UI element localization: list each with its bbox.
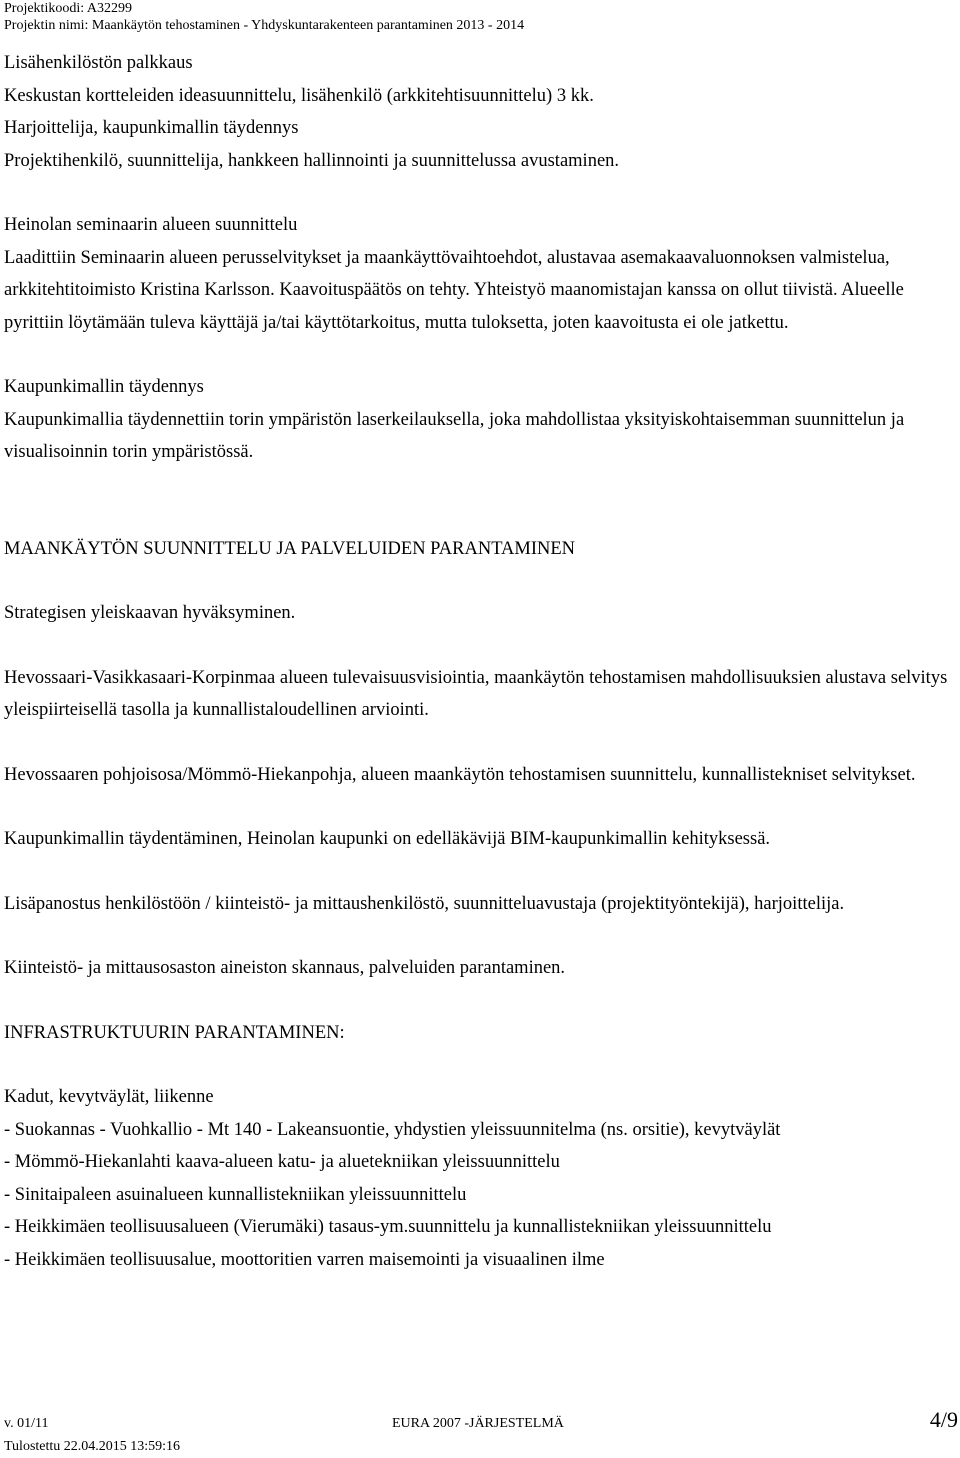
landuse-item: Hevossaaren pohjoisosa/Mömmö-Hiekanpohja, alueen maankäytön tehostamisen suunnittelu, kunnallistekniset selvitykset.: [4, 764, 916, 785]
infra-item: - Mömmö-Hiekanlahti kaava-alueen katu- ja aluetekniikan yleissuunnittelu: [4, 1152, 560, 1172]
infra-item: - Heikkimäen teollisuusalue, moottoritien varren maisemointi ja visuaalinen ilme: [4, 1249, 605, 1270]
landuse-item: Hevossaari-Vasikkasaari-Korpinmaa alueen tulevaisuusvisiointia, maankäytön tehostamisen mahdollisuuksien alustava selvitys yleispiirteisellä tasolla ja kunnallistaloudellinen arviointi.: [4, 667, 948, 720]
citymodel-body: Kaupunkimallia täydennettiin torin ympäristön laserkeilauksella, joka mahdollistaa yksityiskohtaisemman suunnittelun ja visualisoinnin torin ympäristössä.: [4, 409, 905, 462]
landuse-item: Strategisen yleiskaavan hyväksyminen.: [4, 603, 296, 623]
citymodel-title: Kaupunkimallin täydennys: [4, 377, 204, 397]
landuse-item: Kaupunkimallin täydentäminen, Heinolan kaupunki on edelläkävijä BIM-kaupunkimallin kehityksessä.: [4, 829, 771, 849]
infra-item: - Suokannas - Vuohkallio - Mt 140 - Lakeansuontie, yhdystien yleissuunnitelma (ns. orsitie), kevytväylät: [4, 1119, 781, 1140]
landuse-item: Lisäpanostus henkilöstöön / kiinteistö- ja mittaushenkilöstö, suunnitteluavustaja (projektityöntekijä), harjoittelija.: [4, 893, 845, 914]
infra-item: - Heikkimäen teollisuusalueen (Vierumäki) tasaus-ym.suunnittelu ja kunnallistekniikan yleissuunnittelu: [4, 1217, 772, 1237]
footer-system: EURA 2007 -JÄRJESTELMÄ: [392, 1416, 564, 1431]
landuse-item: Kiinteistö- ja mittausosaston aineiston skannaus, palveluiden parantaminen.: [4, 958, 566, 978]
seminar-body: Laadittiin Seminaarin alueen perusselvitykset ja maankäyttövaihtoehdot, alustavaa asemakaavaluonnoksen valmistelua, arkkitehtitoimisto Kristina Karlsson. Kaavoituspäätös on tehty. Yhteistyö maanomistajan kanssa on ollut tiivistä. Alueelle pyrittiin löytämään tuleva käyttäjä ja/tai käyttötarkoitus, mutta tuloksetta, joten kaavoitusta ei ole jatkettu.: [4, 247, 904, 333]
seminar-title: Heinolan seminaarin alueen suunnittelu: [4, 215, 298, 235]
staff-title: Lisähenkilöstön palkkaus: [4, 53, 193, 73]
staff-line: Projektihenkilö, suunnittelija, hankkeen hallinnointi ja suunnittelussa avustaminen.: [4, 150, 620, 171]
infra-subtitle: Kadut, kevytväylät, liikenne: [4, 1087, 214, 1107]
document-header: [4, 0, 524, 34]
staff-line: Harjoittelija, kaupunkimallin täydennys: [4, 118, 299, 138]
project-code: Projektikoodi: A32299: [4, 1, 132, 16]
infra-heading: INFRASTRUKTUURIN PARANTAMINEN:: [4, 1022, 345, 1043]
footer-version: v. 01/11: [4, 1416, 49, 1431]
page-number: 4/9: [929, 1407, 958, 1432]
footer-printed: Tulostettu 22.04.2015 13:59:16: [4, 1439, 181, 1454]
staff-line: Keskustan kortteleiden ideasuunnittelu, lisähenkilö (arkkitehtisuunnittelu) 3 kk.: [4, 85, 594, 106]
document-body: [4, 47, 958, 1276]
infra-item: - Sinitaipaleen asuinalueen kunnallistekniikan yleissuunnittelu: [4, 1184, 467, 1205]
project-name: Projektin nimi: Maankäytön tehostaminen - Yhdyskuntarakenteen parantaminen 2013 - 2014: [4, 18, 525, 33]
document-footer: [4, 1412, 180, 1458]
landuse-heading: MAANKÄYTÖN SUUNNITTELU JA PALVELUIDEN PARANTAMINEN: [4, 538, 575, 559]
